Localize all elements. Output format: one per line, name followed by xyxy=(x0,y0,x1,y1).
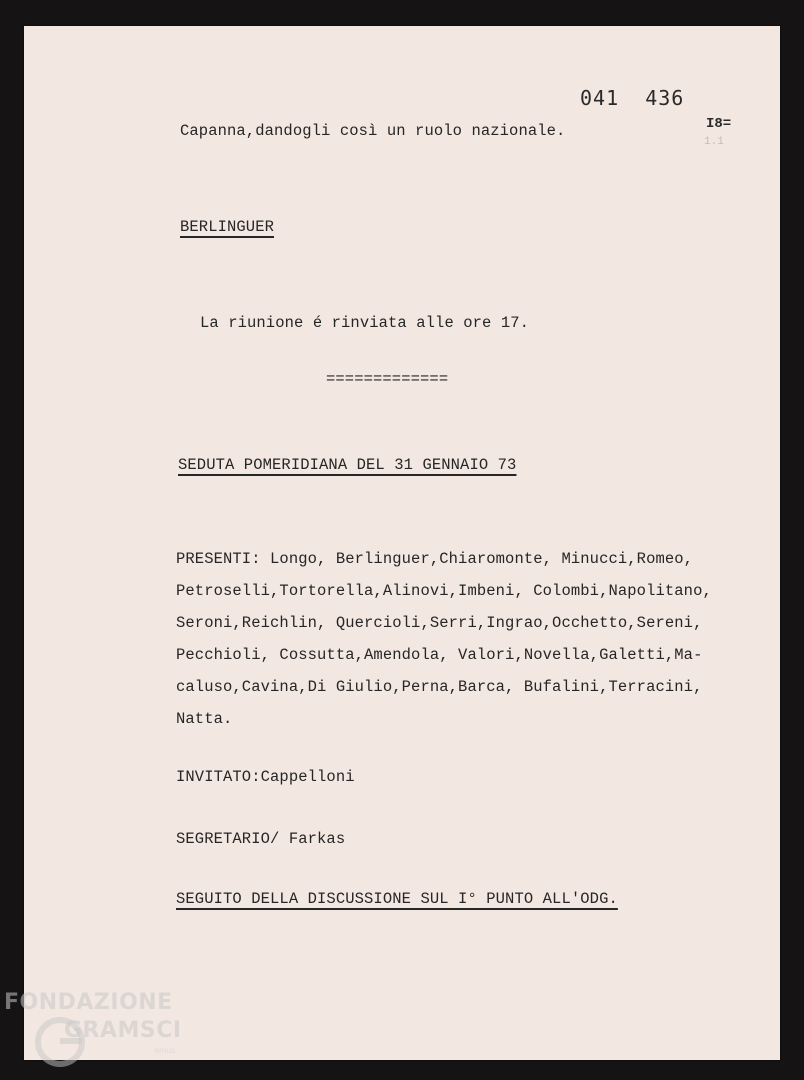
document-page xyxy=(24,26,780,1060)
heading-seguito: SEGUITO DELLA DISCUSSIONE SUL I° PUNTO ALL'ODG. xyxy=(176,890,618,908)
watermark-line1: FONDAZIONE xyxy=(4,990,173,1015)
text-line-riunione: La riunione é rinviata alle ore 17. xyxy=(200,314,530,332)
invitato-line: INVITATO:Cappelloni xyxy=(176,768,355,786)
watermark-onlus: onlus xyxy=(154,1046,176,1055)
presenti-line: caluso,Cavina,Di Giulio,Perna,Barca, Bufalini,Terracini, xyxy=(176,678,703,696)
heading-seduta: SEDUTA POMERIDIANA DEL 31 GENNAIO 73 xyxy=(178,456,517,474)
page-number: I8= xyxy=(706,116,732,132)
heading-berlinguer: BERLINGUER xyxy=(180,218,275,236)
fondazione-gramsci-watermark xyxy=(4,990,204,1070)
separator-line: ============= xyxy=(326,370,449,388)
segretario-line: SEGRETARIO/ Farkas xyxy=(176,830,346,848)
presenti-line: Seroni,Reichlin, Quercioli,Serri,Ingrao,Occhetto,Sereni, xyxy=(176,614,703,632)
presenti-line: Natta. xyxy=(176,710,233,728)
faint-page-mark: 1.1 xyxy=(704,136,724,148)
text-line-capanna: Capanna,dandogli così un ruolo nazionale. xyxy=(180,122,566,140)
presenti-line: PRESENTI: Longo, Berlinguer,Chiaromonte, Minucci,Romeo, xyxy=(176,550,694,568)
watermark-line2: GRAMSCI xyxy=(64,1018,182,1043)
presenti-line: Petroselli,Tortorella,Alinovi,Imbeni, Colombi,Napolitano, xyxy=(176,582,712,600)
presenti-line: Pecchioli, Cossutta,Amendola, Valori,Novella,Galetti,Ma- xyxy=(176,646,703,664)
archive-number-stamp: 041 436 xyxy=(580,86,685,110)
